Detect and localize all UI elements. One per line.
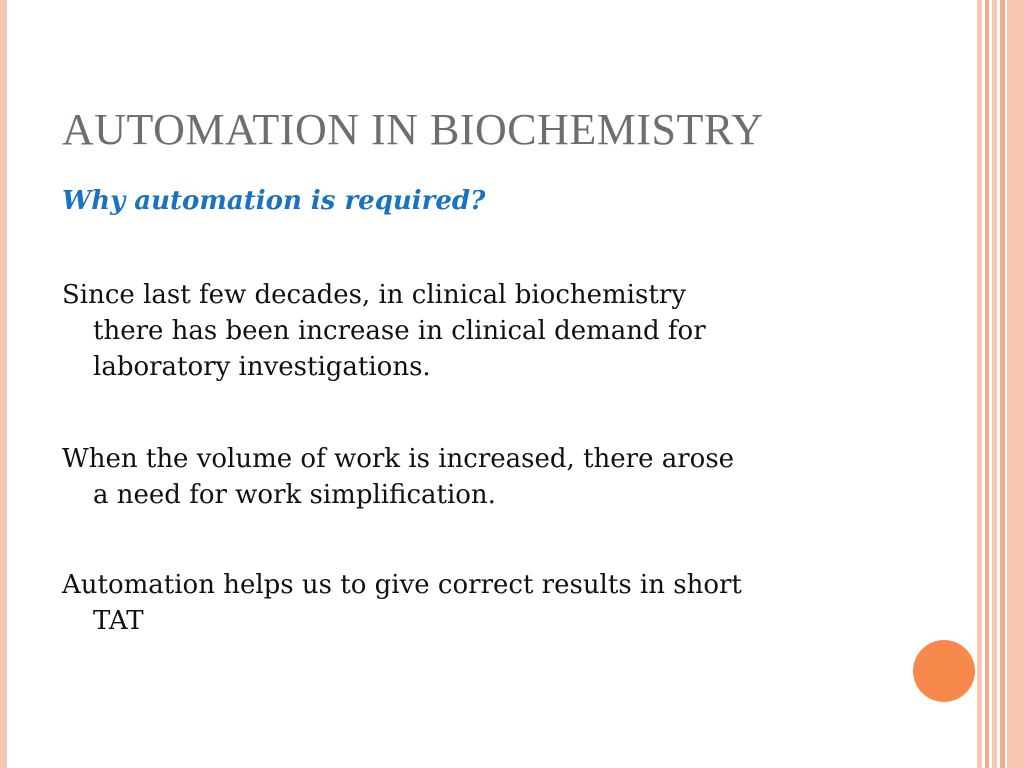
left-border-stripe <box>0 0 7 768</box>
body-paragraph-3 <box>62 567 892 639</box>
paragraph-line: Since last few decades, in clinical biochemistry <box>62 280 686 310</box>
paragraph-line: When the volume of work is increased, there arose <box>62 444 735 474</box>
right-border-stripe <box>1007 0 1024 768</box>
decorative-circle <box>913 640 975 702</box>
paragraph-line: Automation helps us to give correct results in short <box>62 570 742 600</box>
slide-title: AUTOMATION IN BIOCHEMISTRY <box>62 105 764 154</box>
slide-subtitle: Why automation is required? <box>62 186 486 216</box>
paragraph-line: TAT <box>93 606 144 636</box>
paragraph-line: laboratory investigations. <box>93 352 431 382</box>
body-paragraph-2 <box>62 441 892 513</box>
body-paragraph-1 <box>62 277 892 385</box>
paragraph-line: there has been increase in clinical demand for <box>93 316 706 346</box>
paragraph-line: a need for work simplification. <box>93 480 496 510</box>
